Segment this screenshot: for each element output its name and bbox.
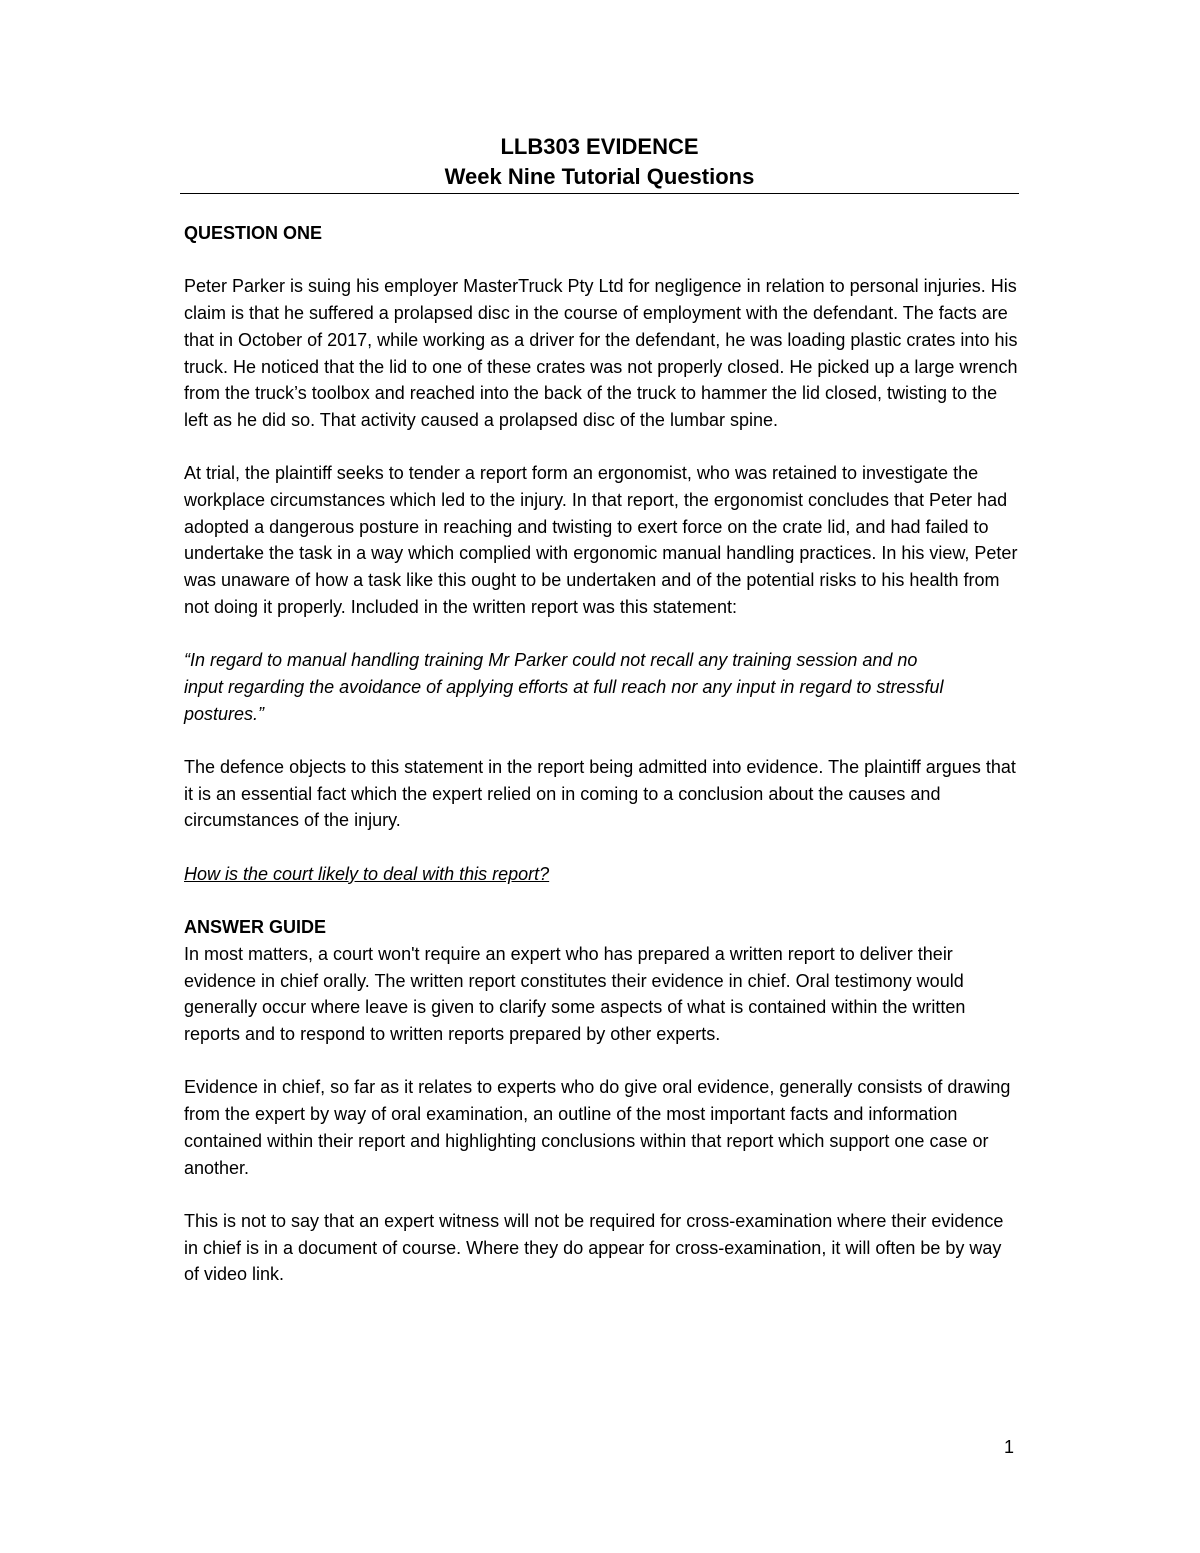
question-heading: QUESTION ONE <box>184 223 323 243</box>
answer-paragraph-2: Evidence in chief, so far as it relates to experts who do give oral evidence, generally consists of drawing from the expert by way of oral examination, an outline of the most important facts and information contained within their report and highlighting conclusions within that report which support one case or another. <box>184 1077 1011 1178</box>
course-title: LLB303 EVIDENCE <box>500 134 699 159</box>
page-number: 1 <box>1004 1437 1015 1457</box>
question-prompt <box>184 861 1020 888</box>
answer-paragraph-1: In most matters, a court won't require an expert who has prepared a written report to deliver their evidence in chief orally. The written report constitutes their evidence in chief. Oral testimony would generally occur where leave is given to clarify some aspects of what is contained within the written reports and to respond to written reports prepared by other experts. <box>184 943 966 1044</box>
document-header <box>180 132 1019 192</box>
question-paragraph-3: The defence objects to this statement in the report being admitted into evidence. The plaintiff argues that it is an essential fact which the expert relied on in coming to a conclusion about the causes and circumstances of the injury. <box>184 757 1016 831</box>
question-paragraph-2: At trial, the plaintiff seeks to tender a report form an ergonomist, who was retained to investigate the workplace circumstances which led to the injury. In that report, the ergonomist concludes that Peter had adopted a dangerous posture in reaching and twisting to exert force on the crate lid, and had failed to undertake the task in a way which complied with ergonomic manual handling practices. In his view, Peter was unaware of how a task like this ought to be undertaken and of the potential risks to his health from not doing it properly. Included in the written report was this statement: <box>184 463 1018 617</box>
document-subtitle: Week Nine Tutorial Questions <box>444 164 755 189</box>
question-prompt-text: How is the court likely to deal with this report? <box>184 863 550 884</box>
header-divider <box>180 193 1019 194</box>
quoted-statement: “In regard to manual handling training Mr Parker could not recall any training session and no input regarding the avoidance of applying efforts at full reach nor any input in regard to stressful postures.” <box>184 650 944 724</box>
answer-paragraph-3: This is not to say that an expert witness will not be required for cross-examination where their evidence in chief is in a document of course. Where they do appear for cross-examination, it will often be by way of video link. <box>184 1210 1004 1285</box>
answer-heading: ANSWER GUIDE <box>184 917 327 938</box>
document-body <box>184 220 1020 1288</box>
question-paragraph-1: Peter Parker is suing his employer MasterTruck Pty Ltd for negligence in relation to personal injuries. His claim is that he suffered a prolapsed disc in the course of employment with the defendant. The facts are that in October of 2017, while working as a driver for the defendant, he was loading plastic crates into his truck. He noticed that the lid to one of these crates was not properly closed. He picked up a large wrench from the truck’s toolbox and reached into the back of the truck to hammer the lid closed, twisting to the left as he did so. That activity caused a prolapsed disc of the lumbar spine. <box>184 276 1018 430</box>
